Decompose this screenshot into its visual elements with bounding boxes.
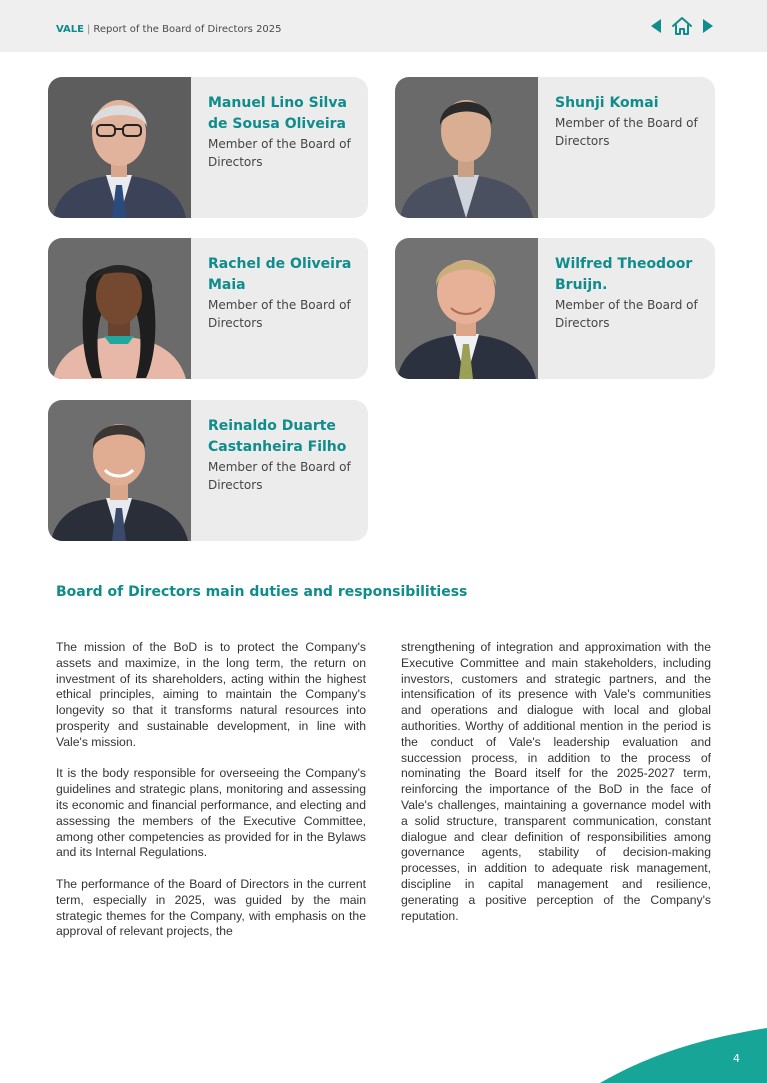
member-photo xyxy=(395,77,538,218)
member-role: Member of the Board of Directors xyxy=(208,298,351,330)
brand-label: VALE xyxy=(56,24,85,35)
paragraph: strengthening of integration and approximation with the Executive Committee and main stakeholders, including investors, customers and strategic partners, and the intensification of its presence with Vale's communities and operations and dialogue with local and global authorities. Worthy of additional mention in the period is the conduct of Vale's leadership evaluation and succession process, in addition to the process of nominating the Board itself for the 2025-2027 term, reinforcing the importance of the BoD in the face of Vale's challenges, maintaining a governance model with a solid structure, transparent communication, constant dialogue and clear definition of responsibilities among governance agents, stability of decision-making processes, in addition to adequate risk management, discipline in capital management and resilience, generating a positive perception of the Company's reputation. xyxy=(401,640,711,923)
home-button[interactable] xyxy=(669,15,695,37)
text-column-right xyxy=(401,640,711,940)
member-name: Manuel Lino Silva de Sousa Oliveira xyxy=(208,95,347,132)
previous-page-button[interactable] xyxy=(648,15,664,37)
paragraph: It is the body responsible for overseeing the Company's guidelines and strategic plans, monitoring and assessing its economic and financial performance, and electing and assessing the members of the Executive Committee, among other competencies as provided for in the Bylaws and its Internal Regulations. xyxy=(56,766,366,860)
member-card xyxy=(48,238,368,379)
member-photo xyxy=(48,77,191,218)
report-title: Report of the Board of Directors 2025 xyxy=(93,24,282,35)
member-name: Shunji Komai xyxy=(555,95,659,111)
page-number: 4 xyxy=(733,1052,740,1065)
member-card xyxy=(48,77,368,218)
member-role: Member of the Board of Directors xyxy=(208,460,351,492)
footer-corner-shape xyxy=(600,1010,767,1083)
member-role: Member of the Board of Directors xyxy=(208,137,351,169)
member-name: Reinaldo Duarte Castanheira Filho xyxy=(208,418,347,455)
home-icon xyxy=(671,16,693,36)
member-name: Rachel de Oliveira Maia xyxy=(208,256,352,293)
text-column-left xyxy=(56,640,366,956)
paragraph: The mission of the BoD is to protect the Company's assets and maximize, in the long term, the return on investment of its shareholders, acting within the highest ethical principles, aiming to maintain the Company's longevity so that it transforms natural resources into prosperity and sustainable development, in line with Vale's mission. xyxy=(56,640,366,749)
section-title: Board of Directors main duties and responsibilitiess xyxy=(56,584,468,600)
member-role: Member of the Board of Directors xyxy=(555,298,698,330)
next-page-button[interactable] xyxy=(700,15,716,37)
member-photo xyxy=(48,238,191,379)
member-role: Member of the Board of Directors xyxy=(555,116,698,148)
member-name: Wilfred Theodoor Bruijn. xyxy=(555,256,693,293)
member-photo xyxy=(395,238,538,379)
header-title-group xyxy=(56,24,282,35)
header-separator: | xyxy=(87,24,91,35)
member-card xyxy=(395,77,715,218)
triangle-left-icon xyxy=(650,18,662,34)
triangle-right-icon xyxy=(702,18,714,34)
member-card xyxy=(48,400,368,541)
member-card xyxy=(395,238,715,379)
member-photo xyxy=(48,400,191,541)
paragraph: The performance of the Board of Directors in the current term, especially in 2025, was guided by the main strategic themes for the Company, with emphasis on the approval of relevant projects, the xyxy=(56,876,366,939)
